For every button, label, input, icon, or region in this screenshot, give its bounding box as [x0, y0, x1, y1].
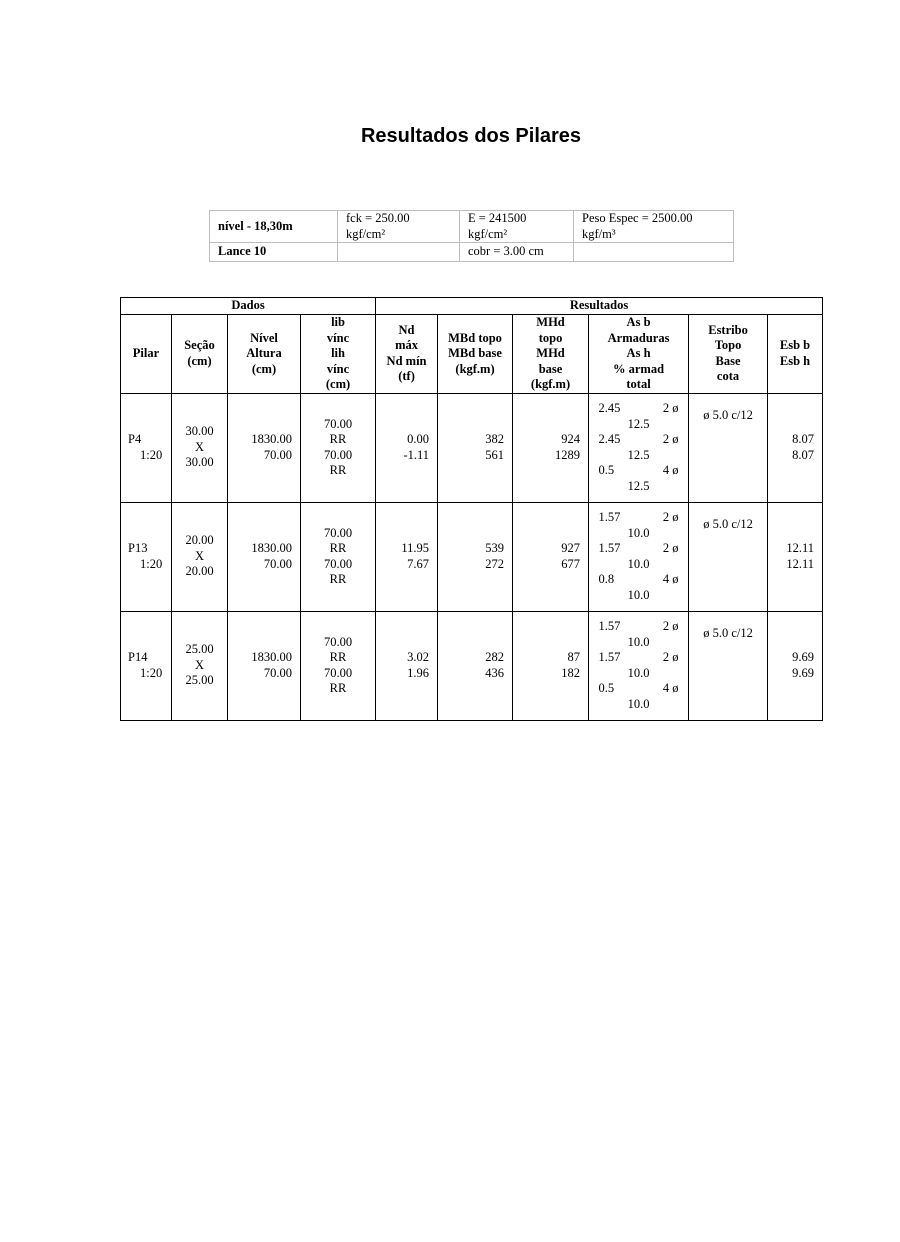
- mbd-line: 436: [485, 665, 505, 680]
- header-line: lih: [331, 346, 345, 360]
- lance-label: Lance 10: [210, 243, 338, 262]
- armadura-diameter: 10.0: [627, 696, 650, 711]
- secao-cell: [172, 611, 228, 720]
- header-line: Pilar: [132, 346, 160, 360]
- nivel-line: 1830.00: [251, 432, 292, 446]
- nd-line: -1.11: [403, 447, 430, 462]
- header-line: (cm): [325, 377, 351, 391]
- armadura-line: [599, 619, 679, 635]
- lib-line: RR: [329, 650, 347, 664]
- pilar-cell: [121, 502, 172, 611]
- esb-line: 12.11: [786, 556, 815, 571]
- header-line: (tf): [398, 369, 415, 384]
- armadura-area: 1.57: [598, 619, 621, 633]
- fck-cell: [338, 211, 460, 243]
- esb-line: 9.69: [792, 665, 815, 680]
- nivel-label: nível - 18,30m: [210, 211, 338, 243]
- results-table: [120, 297, 823, 721]
- armadura-diameter: 12.5: [627, 416, 650, 431]
- header-as: [589, 315, 689, 394]
- esb-line: 9.69: [792, 650, 815, 664]
- empty-cell: [574, 243, 734, 262]
- mhd-line: 677: [561, 556, 581, 571]
- mhd-cell: [513, 611, 589, 720]
- armadura-diameter: 10.0: [627, 556, 650, 571]
- armadura-bars: 2 ø: [662, 401, 679, 415]
- esb-line: 8.07: [792, 447, 815, 462]
- armadura-bars: 4 ø: [662, 463, 679, 477]
- nivel-line: 1830.00: [251, 650, 292, 664]
- nd-line: 1.96: [407, 665, 430, 680]
- cobr-cell: cobr = 3.00 cm: [460, 243, 574, 262]
- armadura-bars: 4 ø: [662, 572, 679, 586]
- header-line: total: [626, 377, 651, 391]
- lib-line: 70.00: [323, 634, 353, 649]
- mhd-line: 182: [561, 665, 581, 680]
- armadura-line: [599, 650, 679, 666]
- fck-value: fck = 250.00: [346, 211, 410, 225]
- secao-line: 25.00: [185, 673, 214, 688]
- mbd-line: 539: [485, 541, 505, 555]
- header-line: Nd mín: [386, 353, 427, 368]
- nivel-line: 1830.00: [251, 541, 292, 555]
- armaduras-cell: [589, 502, 689, 611]
- results-body: [121, 393, 823, 720]
- header-line: MHd: [536, 346, 565, 360]
- armadura-bars: 2 ø: [662, 432, 679, 446]
- header-line: Estribo: [708, 322, 748, 337]
- armadura-bars: 2 ø: [662, 650, 679, 664]
- header-row: [121, 315, 823, 394]
- header-line: (kgf.m): [530, 377, 571, 391]
- nd-cell: [376, 502, 438, 611]
- esb-cell: [768, 502, 823, 611]
- armadura-area: 1.57: [598, 510, 621, 524]
- mhd-line: 924: [561, 432, 581, 446]
- mhd-line: 1289: [555, 447, 581, 462]
- secao-cell: [172, 502, 228, 611]
- header-line: (cm): [187, 353, 212, 368]
- peso-value: Peso Espec = 2500.00: [582, 211, 693, 225]
- armadura-bars: 4 ø: [662, 681, 679, 695]
- header-pilar: [121, 315, 172, 394]
- nd-line: 7.67: [407, 556, 430, 571]
- armadura-line: [599, 572, 679, 588]
- empty-cell: [338, 243, 460, 262]
- fck-unit: kgf/cm²: [346, 226, 386, 241]
- armadura-bars: 2 ø: [662, 541, 679, 555]
- header-line: MBd base: [448, 346, 502, 360]
- armadura-diameter: 10.0: [627, 665, 650, 680]
- nivel-line: 70.00: [263, 665, 292, 680]
- nivel-cell: [228, 611, 301, 720]
- armadura-diameter: 12.5: [627, 447, 650, 462]
- header-line: Esb b: [779, 338, 811, 353]
- armadura-line: [599, 510, 679, 526]
- armaduras-block: [599, 401, 679, 494]
- lib-line: RR: [329, 681, 347, 695]
- estribo-cell: ø 5.0 c/12: [689, 393, 768, 502]
- header-line: Armaduras: [607, 330, 670, 345]
- armaduras-cell: [589, 393, 689, 502]
- armadura-area: 0.5: [598, 463, 615, 477]
- secao-line: X: [194, 548, 205, 563]
- pilar-name: P14: [128, 650, 148, 664]
- header-line: lib: [331, 315, 345, 329]
- armadura-diameter: 12.5: [627, 478, 650, 493]
- header-secao: [172, 315, 228, 394]
- pilar-name: P4: [128, 432, 142, 446]
- nd-line: 3.02: [407, 650, 430, 664]
- table-row: [121, 393, 823, 502]
- header-line: Nd: [398, 322, 415, 337]
- page-title: Resultados dos Pilares: [360, 125, 582, 147]
- armadura-area: 1.57: [598, 541, 621, 555]
- armadura-line: [599, 401, 679, 417]
- lib-line: RR: [329, 541, 347, 555]
- peso-unit: kgf/m³: [582, 226, 616, 241]
- lib-line: RR: [329, 432, 347, 446]
- e-unit: kgf/cm²: [468, 226, 508, 241]
- armadura-area: 2.45: [598, 401, 621, 415]
- e-cell: [460, 211, 574, 243]
- header-mhd: [513, 315, 589, 394]
- peso-cell: [574, 211, 734, 243]
- mbd-line: 272: [485, 556, 505, 571]
- armadura-area: 0.8: [598, 572, 615, 586]
- header-lib: [301, 315, 376, 394]
- armadura-area: 0.5: [598, 681, 615, 695]
- nivel-line: 70.00: [263, 556, 292, 571]
- lib-line: RR: [329, 572, 347, 586]
- estribo-cell: ø 5.0 c/12: [689, 502, 768, 611]
- header-line: vínc: [326, 330, 350, 345]
- pilar-escala: 1:20: [140, 556, 163, 571]
- nd-line: 11.95: [401, 541, 430, 555]
- secao-line: 20.00: [185, 564, 214, 579]
- pilar-name: P13: [128, 541, 148, 555]
- e-value: E = 241500: [468, 211, 527, 225]
- secao-line: 25.00: [185, 642, 214, 657]
- armadura-line: [599, 541, 679, 557]
- armadura-line: [599, 463, 679, 479]
- mhd-line: 87: [567, 650, 581, 664]
- table-row: [121, 502, 823, 611]
- armadura-diameter: 10.0: [627, 525, 650, 540]
- secao-line: X: [194, 439, 205, 454]
- mbd-line: 382: [485, 432, 505, 446]
- header-line: As b: [626, 315, 651, 329]
- pilar-cell: [121, 611, 172, 720]
- nd-line: 0.00: [407, 432, 430, 446]
- header-esb: [768, 315, 823, 394]
- nivel-line: 70.00: [263, 447, 292, 462]
- header-estribo: [689, 315, 768, 394]
- header-line: vínc: [326, 361, 350, 376]
- pilar-escala: 1:20: [140, 665, 163, 680]
- header-line: topo: [538, 330, 563, 345]
- esb-line: 12.11: [786, 541, 815, 555]
- armadura-diameter: 10.0: [627, 634, 650, 649]
- header-line: base: [538, 361, 563, 376]
- armadura-bars: 2 ø: [662, 619, 679, 633]
- header-line: Topo: [714, 338, 742, 353]
- armadura-bars: 2 ø: [662, 510, 679, 524]
- header-line: Base: [715, 353, 741, 368]
- pilar-escala: 1:20: [140, 447, 163, 462]
- header-line: Nível: [250, 330, 278, 345]
- esb-cell: [768, 393, 823, 502]
- mhd-cell: [513, 393, 589, 502]
- header-line: (kgf.m): [455, 361, 495, 376]
- nd-cell: [376, 393, 438, 502]
- info-table: [209, 210, 734, 262]
- esb-line: 8.07: [792, 432, 815, 446]
- header-mbd: [438, 315, 513, 394]
- mhd-line: 927: [561, 541, 581, 555]
- header-line: Esb h: [779, 353, 811, 368]
- nivel-cell: [228, 502, 301, 611]
- table-row: [121, 611, 823, 720]
- armadura-diameter: 10.0: [627, 587, 650, 602]
- mbd-cell: [438, 611, 513, 720]
- armaduras-block: [599, 619, 679, 712]
- group-dados: Dados: [121, 298, 376, 315]
- lib-line: 70.00: [323, 665, 353, 680]
- secao-line: 30.00: [185, 455, 214, 470]
- lib-line: 70.00: [323, 525, 353, 540]
- header-nivel: [228, 315, 301, 394]
- armadura-area: 1.57: [598, 650, 621, 664]
- group-resultados: Resultados: [376, 298, 823, 315]
- header-line: As h: [626, 346, 651, 360]
- header-line: MBd topo: [448, 330, 502, 345]
- armaduras-block: [599, 510, 679, 603]
- armadura-line: [599, 681, 679, 697]
- estribo-cell: ø 5.0 c/12: [689, 611, 768, 720]
- lib-cell: [301, 502, 376, 611]
- lib-cell: [301, 611, 376, 720]
- lib-line: RR: [329, 463, 347, 477]
- header-line: cota: [716, 369, 740, 384]
- secao-cell: [172, 393, 228, 502]
- lib-line: 70.00: [323, 447, 353, 462]
- secao-line: 30.00: [185, 424, 214, 439]
- armadura-area: 2.45: [598, 432, 621, 446]
- lib-cell: [301, 393, 376, 502]
- nd-cell: [376, 611, 438, 720]
- secao-line: 20.00: [185, 533, 214, 548]
- secao-line: X: [194, 657, 205, 672]
- lib-line: 70.00: [323, 556, 353, 571]
- armaduras-cell: [589, 611, 689, 720]
- header-line: MHd: [536, 315, 565, 329]
- armadura-line: [599, 432, 679, 448]
- header-line: (cm): [251, 361, 277, 376]
- mbd-cell: [438, 502, 513, 611]
- header-line: % armad: [613, 361, 665, 376]
- header-line: Altura: [246, 346, 282, 360]
- mbd-line: 282: [485, 650, 505, 664]
- mbd-cell: [438, 393, 513, 502]
- header-line: máx: [395, 338, 418, 353]
- nivel-cell: [228, 393, 301, 502]
- header-nd: [376, 315, 438, 394]
- lib-line: 70.00: [323, 416, 353, 431]
- pilar-cell: [121, 393, 172, 502]
- mhd-cell: [513, 502, 589, 611]
- header-line: Seção: [184, 338, 215, 353]
- esb-cell: [768, 611, 823, 720]
- mbd-line: 561: [485, 447, 505, 462]
